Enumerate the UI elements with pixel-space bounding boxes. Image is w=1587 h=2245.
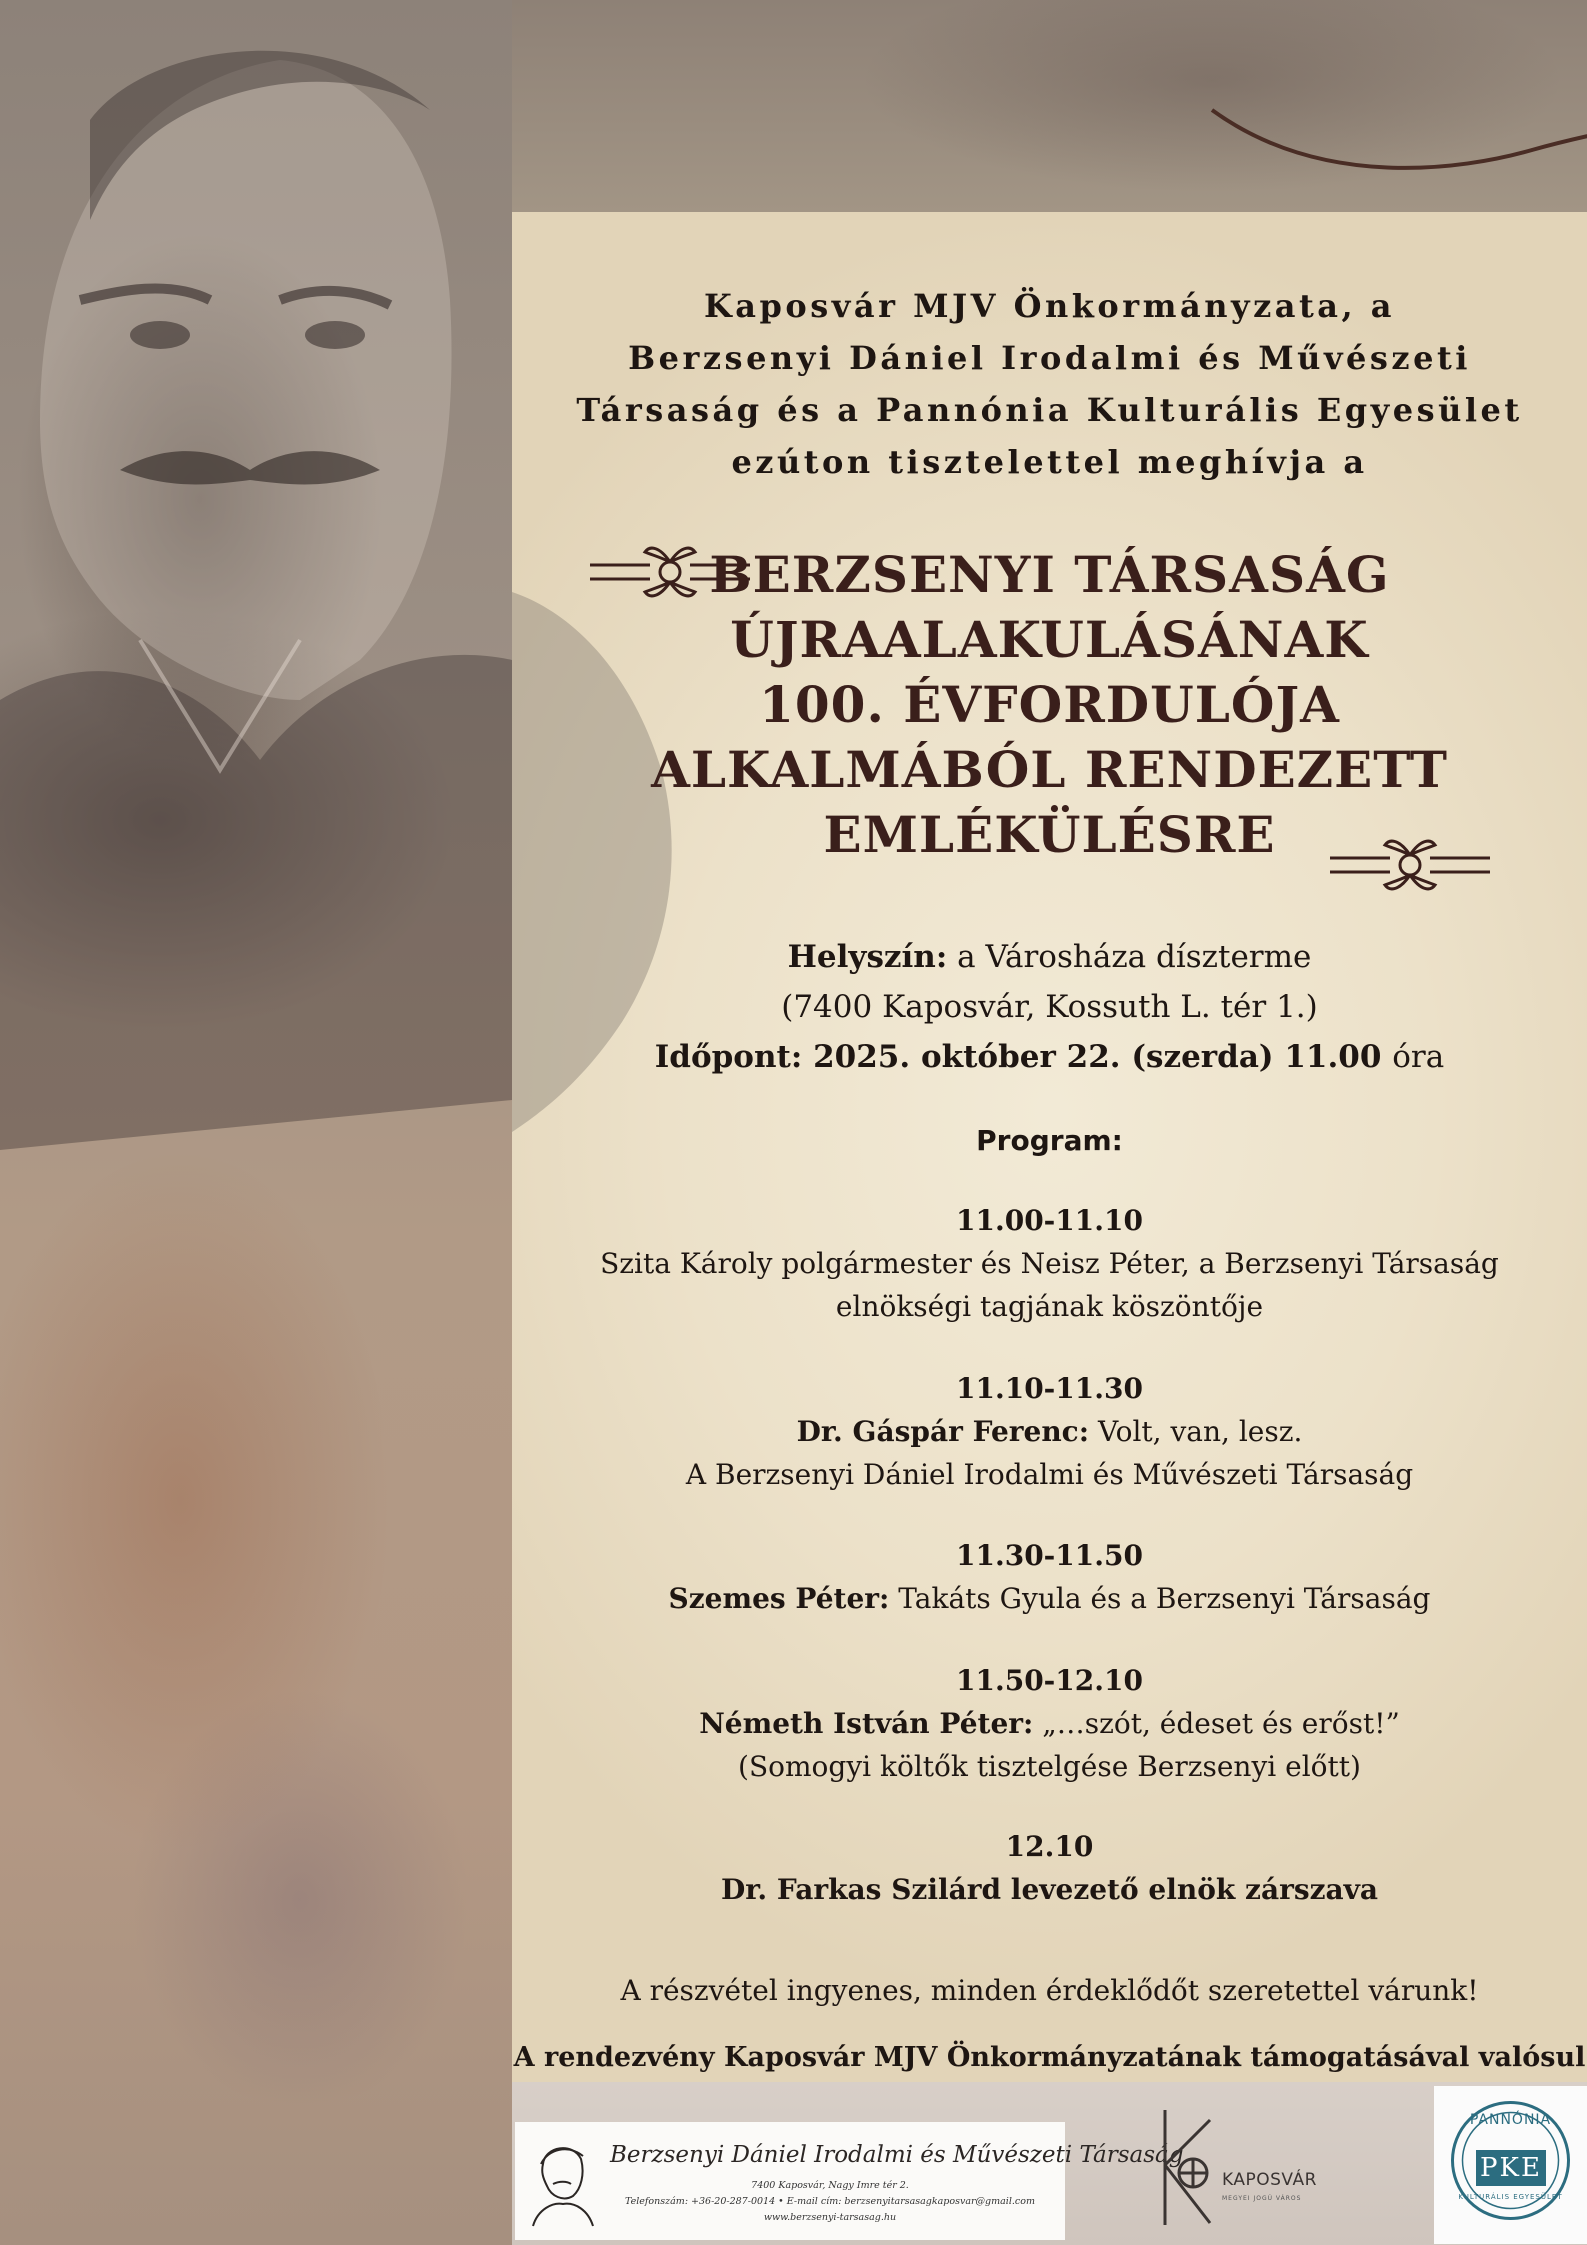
program-line bbox=[512, 1410, 1587, 1453]
program-time: 11.10-11.30 bbox=[956, 1372, 1143, 1405]
swoosh-decoration-icon bbox=[1202, 40, 1587, 170]
program-line bbox=[512, 1702, 1587, 1745]
program-item bbox=[512, 1534, 1587, 1620]
date-value: 2025. október 22. (szerda) 11.00 bbox=[813, 1039, 1382, 1075]
title-line: ALKALMÁBÓL RENDEZETT bbox=[651, 740, 1448, 799]
program-time: 11.00-11.10 bbox=[956, 1204, 1143, 1237]
program-line bbox=[512, 1577, 1587, 1620]
program-line bbox=[512, 1242, 1587, 1285]
program-line bbox=[512, 1868, 1587, 1911]
title-line: BERZSENYI TÁRSASÁG bbox=[709, 545, 1390, 604]
title-line: EMLÉKÜLÉSRE bbox=[823, 805, 1276, 864]
berzsenyi-portrait-icon bbox=[523, 2134, 598, 2229]
event-info bbox=[512, 932, 1587, 1082]
intro-line: ezúton tisztelettel meghívja a bbox=[731, 443, 1368, 481]
kaposvar-emblem-icon bbox=[1155, 2105, 1225, 2230]
program-heading: Program: bbox=[976, 1124, 1123, 1157]
intro-line: Berzsenyi Dániel Irodalmi és Művészeti bbox=[628, 339, 1471, 377]
program-time: 12.10 bbox=[1005, 1830, 1094, 1863]
program-text: Volt, van, lesz. bbox=[1097, 1415, 1303, 1448]
venue-value: a Városháza díszterme bbox=[957, 939, 1312, 975]
support-note: A rendezvény Kaposvár MJV Önkormányzatának támogatásával valósul bbox=[513, 2042, 1586, 2073]
program-time: 11.50-12.10 bbox=[956, 1664, 1143, 1697]
date-label: Időpont: bbox=[654, 1039, 803, 1075]
berzsenyi-logo bbox=[515, 2122, 1184, 2240]
address-line: (7400 Kaposvár, Kossuth L. tér 1.) bbox=[781, 989, 1318, 1025]
date-line bbox=[512, 1032, 1587, 1082]
program-text: „…szót, édeset és erőst!” bbox=[1042, 1707, 1400, 1740]
program-line: (Somogyi költők tisztelgése Berzsenyi előtt) bbox=[738, 1750, 1361, 1783]
title-line: ÚJRAALAKULÁSÁNAK bbox=[730, 610, 1369, 669]
intro-text bbox=[512, 280, 1587, 488]
program-text: Szita Károly polgármester és Neisz Péter, a Berzsenyi Társaság bbox=[600, 1247, 1499, 1280]
intro-line: Kaposvár MJV Önkormányzata, a bbox=[703, 287, 1396, 325]
top-texture bbox=[512, 0, 1587, 212]
program-speaker: Dr. Gáspár Ferenc: bbox=[796, 1415, 1090, 1448]
venue-label: Helyszín: bbox=[787, 939, 948, 975]
berzsenyi-portrait-icon bbox=[0, 0, 512, 2245]
program-time: 11.30-11.50 bbox=[956, 1539, 1143, 1572]
title-line: 100. ÉVFORDULÓJA bbox=[759, 675, 1340, 734]
kaposvar-logo-sub: MEGYEI JOGÚ VÁROS bbox=[1222, 2195, 1302, 2202]
participation-note: A részvétel ingyenes, minden érdeklődőt szeretettel várunk! bbox=[620, 1974, 1479, 2007]
date-suffix: óra bbox=[1392, 1039, 1445, 1075]
pke-logo-bottom: KULTURÁLIS EGYESÜLET bbox=[1458, 2193, 1563, 2201]
event-title bbox=[512, 542, 1587, 867]
pke-logo-mark: PKE bbox=[1476, 2150, 1546, 2186]
program-item bbox=[512, 1825, 1587, 1911]
program-line: elnökségi tagjának köszöntője bbox=[835, 1290, 1264, 1323]
berzsenyi-logo-contact: Telefonszám: +36-20-287-0014 • E-mail cím: berzsenyitarsasagkaposvar@gmail.com bbox=[625, 2196, 1035, 2207]
ornament-right-icon bbox=[1330, 830, 1490, 900]
kaposvar-logo-name: KAPOSVÁR bbox=[1222, 2170, 1317, 2190]
portrait-background bbox=[0, 0, 512, 2245]
pke-logo-top: PANNÓNIA bbox=[1469, 2112, 1552, 2128]
program-text: Takáts Gyula és a Berzsenyi Társaság bbox=[898, 1582, 1431, 1615]
venue-line bbox=[512, 932, 1587, 982]
program-speaker: Németh István Péter: bbox=[699, 1707, 1034, 1740]
program-item bbox=[512, 1367, 1587, 1496]
program-speaker: Dr. Farkas Szilárd levezető elnök zárszava bbox=[720, 1873, 1379, 1906]
program-item bbox=[512, 1199, 1587, 1328]
program-speaker: Szemes Péter: bbox=[668, 1582, 890, 1615]
intro-line: Társaság és a Pannónia Kulturális Egyesület bbox=[576, 391, 1523, 429]
berzsenyi-logo-web: www.berzsenyi-tarsasag.hu bbox=[763, 2212, 897, 2223]
berzsenyi-logo-title: Berzsenyi Dániel Irodalmi és Művészeti Társaság bbox=[610, 2142, 1184, 2168]
berzsenyi-logo-address: 7400 Kaposvár, Nagy Imre tér 2. bbox=[751, 2180, 909, 2191]
program-item bbox=[512, 1659, 1587, 1788]
program-line: A Berzsenyi Dániel Irodalmi és Művészeti Társaság bbox=[685, 1458, 1414, 1491]
